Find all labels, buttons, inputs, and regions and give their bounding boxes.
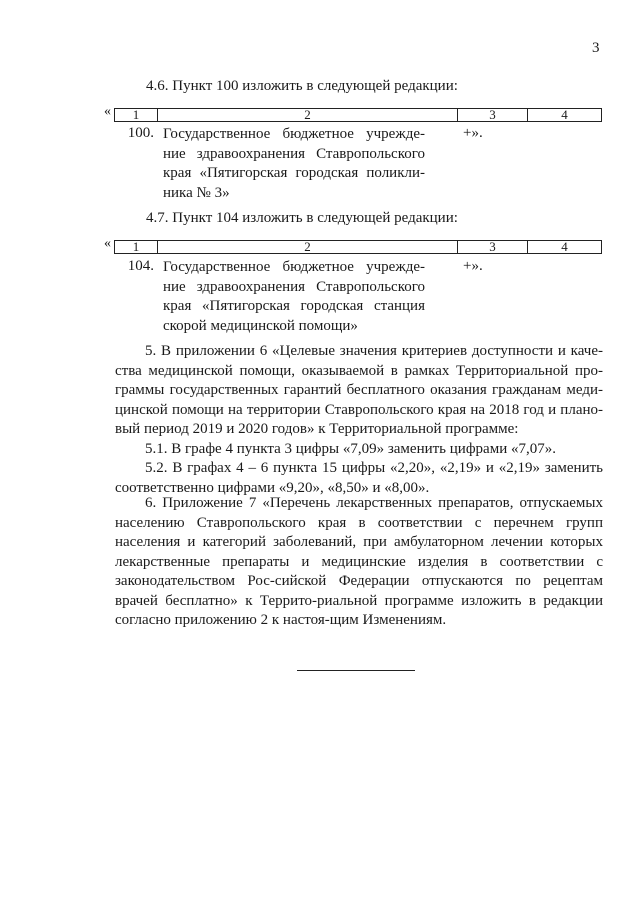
quote-open-4-6: « xyxy=(104,104,111,119)
table-header-cell: 3 xyxy=(458,109,528,121)
paragraph-5-text: 5. В приложении 6 «Целевые значения критериев доступности и каче-ства медицинской помощи, оказываемой в рамках Территориальной про-граммы государственных гарантий бесплатного оказания гражданам меди-цинской помощи на территории Ставропольского края на 2018 год и плано-вый период 2019 и 2020 годов» к Территориальной программе: xyxy=(115,343,603,437)
table-header-cell: 4 xyxy=(561,107,568,122)
row-end-104: +». xyxy=(463,258,483,274)
table-header-4-7 xyxy=(114,240,602,254)
paragraph-5-2: 5.2. В графах 4 – 6 пункта 15 цифры «2,20», «2,19» и «2,19» заменить соответственно цифрами «9,20», «8,50» и «8,00». xyxy=(115,460,603,496)
table-header-cell: 4 xyxy=(561,239,568,254)
table-header-4-6 xyxy=(114,108,602,122)
quote-open-4-7: « xyxy=(104,236,111,251)
paragraph-5 xyxy=(115,342,603,498)
heading-4-7: 4.7. Пункт 104 изложить в следующей редакции: xyxy=(146,210,458,226)
paragraph-5-1: 5.1. В графе 4 пункта 3 цифры «7,09» заменить цифрами «7,07». xyxy=(145,440,556,457)
row-end-100: +». xyxy=(463,125,483,141)
table-header-cell: 3 xyxy=(458,241,528,253)
table-header-cell: 1 xyxy=(115,109,158,121)
row-number-104: 104. xyxy=(127,258,154,274)
closing-rule xyxy=(297,670,415,671)
paragraph-6 xyxy=(115,494,603,631)
row-text-104: Государственное бюджетное учрежде-ние здравоохранения Ставропольского края «Пятигорская городская станция скорой медицинской помощи» xyxy=(163,259,425,334)
page-number: 3 xyxy=(592,40,600,56)
paragraph-6-text: 6. Приложение 7 «Перечень лекарственных препаратов, отпускаемых населению Ставропольского края в соответствии с перечнем групп населения и категорий заболеваний, при амбулаторном лечении которых лекарственные препараты и медицинские изделия в соответствии с законодательством Рос-сийской Федерации отпускаются по рецептам врачей бесплатно» к Террито-риальной программе изложить в редакции согласно приложению 2 к настоя-щим Изменениям. xyxy=(115,495,603,628)
row-number-100: 100. xyxy=(127,125,154,141)
table-header-cell: 1 xyxy=(115,241,158,253)
table-header-cell: 2 xyxy=(158,109,458,121)
table-header-cell: 2 xyxy=(158,241,458,253)
row-text-100: Государственное бюджетное учрежде-ние здравоохранения Ставропольского края «Пятигорская городская поликли-ника № 3» xyxy=(163,126,425,201)
heading-4-6: 4.6. Пункт 100 изложить в следующей редакции: xyxy=(146,78,458,94)
